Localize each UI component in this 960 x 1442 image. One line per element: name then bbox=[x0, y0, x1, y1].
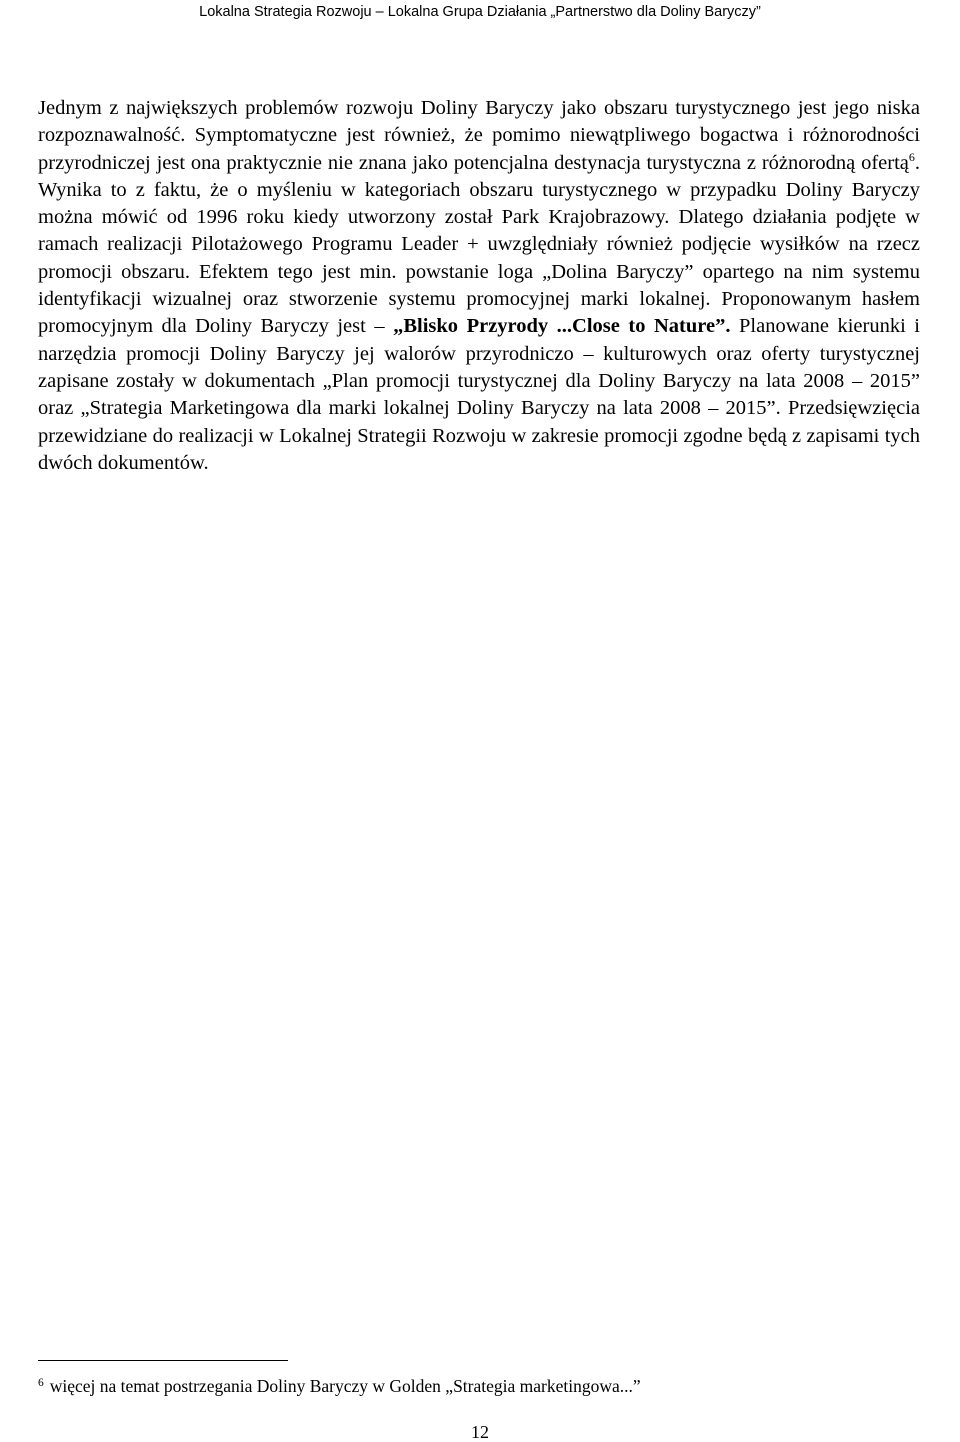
paragraph-text-part-3: Planowane kierunki i narzędzia promocji Doliny Baryczy jej walorów przyrodniczo – kulturowych oraz oferty turystycznej zapisane zostały w dokumentach „Plan promocji turystycznej dla Doliny Baryczy na lata 2008 – 2015” oraz „Strategia Marketingowa dla marki lokalnej Doliny Baryczy na lata 2008 – 2015”. Przedsięwzięcia przewidziane do realizacji w Lokalnej Strategii Rozwoju w zakresie promocji zgodne będą z zapisami tych dwóch dokumentów. bbox=[38, 315, 920, 474]
body-paragraph bbox=[38, 95, 920, 477]
promotional-slogan: „Blisko Przyrody ...Close to Nature”. bbox=[393, 315, 731, 338]
footnote bbox=[38, 1372, 641, 1397]
page-number: 12 bbox=[471, 1422, 489, 1442]
footnote-reference: 6 bbox=[908, 149, 915, 164]
footnote-number: 6 bbox=[38, 1377, 44, 1389]
footnote-text: więcej na temat postrzegania Doliny Baryczy w Golden „Strategia marketingowa...” bbox=[49, 1376, 641, 1396]
paragraph-text-part-2: . Wynika to z faktu, że o myśleniu w kategoriach obszaru turystycznego w przypadku Doliny Baryczy można mówić od 1996 roku kiedy utworzony został Park Krajobrazowy. Dlatego działania podjęte w ramach realizacji Pilotażowego Programu Leader + uwzględniały również podjęcie wysiłków na rzecz promocji obszaru. Efektem tego jest min. powstanie loga „Dolina Baryczy” opartego na nim systemu identyfikacji wizualnej oraz stworzenie systemu promocyjnej marki lokalnej. Proponowanym hasłem promocyjnym dla Doliny Baryczy jest – bbox=[38, 151, 920, 338]
footnote-separator bbox=[38, 1360, 288, 1361]
paragraph-text-part-1: Jednym z największych problemów rozwoju Doliny Baryczy jako obszaru turystycznego jest jego niska rozpoznawalność. Symptomatyczne jest również, że pomimo niewątpliwego bogactwa i różnorodności przyrodniczej jest ona praktycznie nie znana jako potencjalna destynacja turystyczna z różnorodną ofertą bbox=[38, 97, 920, 174]
running-header: Lokalna Strategia Rozwoju – Lokalna Grupa Działania „Partnerstwo dla Doliny Baryczy” bbox=[199, 4, 761, 20]
